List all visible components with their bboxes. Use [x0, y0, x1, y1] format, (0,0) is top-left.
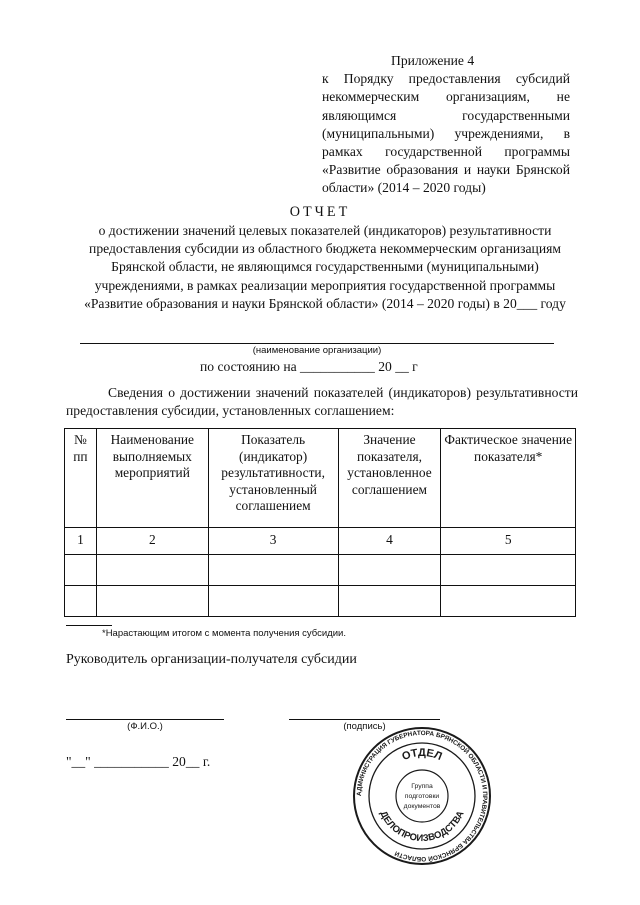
head-of-organization-label: Руководитель организации-получателя субсидии — [66, 652, 357, 667]
report-heading: ОТЧЕТ — [289, 204, 351, 220]
table-cell — [96, 555, 208, 586]
report-subtitle: о достижении значений целевых показателей (индикаторов) результативности предоставления субсидии из областного бюджета некоммерческим организациям Брянской области, не являющимся государственными (муниципальными) учреждениями, в рамках реализации мероприятия государственной программы «Развитие образования и науки Брянской области» (2014 – 2020 годы) в 20___ году — [84, 223, 566, 311]
signature-line — [289, 719, 440, 720]
footnote-divider — [66, 625, 112, 626]
table-cell — [338, 586, 441, 617]
table-cell — [208, 586, 338, 617]
table-header-row — [65, 429, 576, 528]
col-header-activities: Наименование выполняемых мероприятий — [96, 429, 208, 528]
col-header-indicator: Показатель (индикатор) результативности, установленный соглашением — [208, 429, 338, 528]
column-number: 5 — [441, 528, 576, 555]
info-paragraph: Сведения о достижении значений показателей (индикаторов) результативности предоставления субсидии, установленных соглашением: — [66, 385, 578, 419]
date-line: "__" ___________ 20__ г. — [66, 754, 211, 769]
table-cell — [338, 555, 441, 586]
column-number: 1 — [65, 528, 97, 555]
stamp-outer-text: АДМИНИСТРАЦИЯ ГУБЕРНАТОРА БРЯНСКОЙ ОБЛАСТИ И ПРАВИТЕЛЬСТВА БРЯНСКОЙ ОБЛАСТИ — [355, 729, 489, 863]
column-number: 4 — [338, 528, 441, 555]
annex-title: Приложение 4 — [391, 53, 475, 68]
table-row — [65, 555, 576, 586]
indicators-table — [64, 428, 576, 617]
fio-caption: (Ф.И.О.) — [127, 721, 163, 732]
organization-name-line — [80, 343, 554, 344]
annex-body: к Порядку предоставления субсидий некоммерческим организациям, не являющимся государственными (муниципальными) учреждениями, в рамках государственной программы «Развитие образования и науки Брянской области» (2014 – 2020 годы) — [322, 71, 570, 196]
table-cell — [96, 586, 208, 617]
table-cell — [441, 555, 576, 586]
as-of-date: по состоянию на ___________ 20 __ г — [200, 359, 418, 374]
official-stamp — [352, 726, 492, 866]
fio-line — [66, 719, 224, 720]
table-cell — [441, 586, 576, 617]
stamp-center-line: документов — [403, 803, 441, 810]
column-number: 2 — [96, 528, 208, 555]
table-cell — [65, 586, 97, 617]
signature-caption: (подпись) — [343, 721, 386, 732]
table-row — [65, 586, 576, 617]
footnote: *Нарастающим итогом с момента получения субсидии. — [102, 628, 346, 639]
stamp-dept-text: ОТДЕЛ — [400, 746, 444, 764]
col-header-number: № пп — [65, 429, 97, 528]
table-cell — [208, 555, 338, 586]
col-header-actual-value: Фактическое значение показателя* — [441, 429, 576, 528]
stamp-center-line: подготовки — [404, 793, 440, 800]
stamp-dept-bottom-text: ДЕЛОПРОИЗВОДСТВА — [377, 809, 467, 845]
column-number: 3 — [208, 528, 338, 555]
table-cell — [65, 555, 97, 586]
organization-name-caption: (наименование организации) — [252, 345, 382, 356]
stamp-center-line: Группа — [411, 783, 433, 790]
col-header-target-value: Значение показателя, установленное соглашением — [338, 429, 441, 528]
column-number-row — [65, 528, 576, 555]
annex-block — [322, 52, 570, 198]
